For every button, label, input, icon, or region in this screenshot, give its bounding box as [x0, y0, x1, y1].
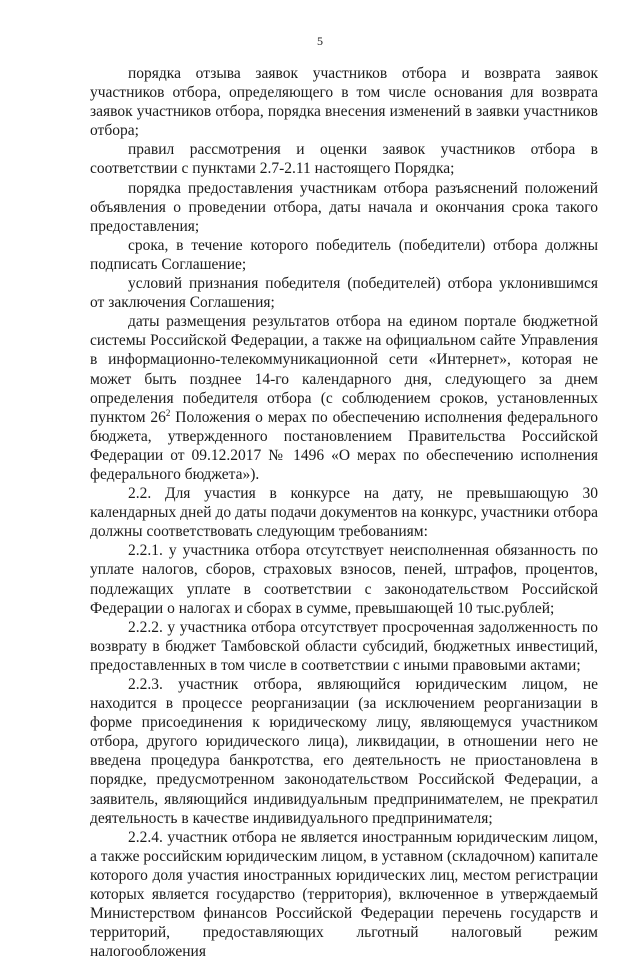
paragraph-signing-deadline: срока, в течение которого победитель (победители) отбора должны подписать Соглашение; — [90, 236, 598, 273]
paragraph-clarification-procedure: порядка предоставления участникам отбора разъяснений положений объявления о проведении отбора, даты начала и окончания срока такого предоставления; — [90, 179, 598, 235]
superscript-2: 2 — [165, 407, 171, 418]
results-publication-text-end: Положения о мерах по обеспечению исполнения федерального бюджета, утвержденного постановлением Правительства Российской Федерации от 09.12.2017 № 1496 «О мерах по обеспечению исполнения федерального бюджета»). — [90, 408, 599, 483]
paragraph-results-publication — [90, 312, 598, 484]
paragraph-2-2-1-tax-arrears: 2.2.1. у участника отбора отсутствует неисполненная обязанность по уплате налогов, сборов, страховых взносов, пеней, штрафов, процентов, подлежащих уплате в соответствии с законодательством Российской Федерации о налогах и сборах в сумме, превышающей 10 тыс.рублей; — [90, 542, 598, 617]
paragraph-2-2-2-overdue-debt: 2.2.2. у участника отбора отсутствует просроченная задолженность по возврату в бюджет Тамбовской области субсидий, бюджетных инвестиций, предоставленных в том числе в соответствии с иными правовыми актами; — [90, 618, 598, 674]
document-body — [90, 64, 598, 961]
paragraph-2-2-3-reorganization: 2.2.3. участник отбора, являющийся юридическим лицом, не находится в процессе реорганизации (за исключением реорганизации в форме присоединения к юридическому лицу, являющемуся участником отбора, другого юридического лица), ликвидации, в отношении него не введена процедура банкротства, его деятельность не приостановлена в порядке, предусмотренном законодательством Российской Федерации, а заявитель, являющийся индивидуальным предпринимателем, не прекратил деятельность в качестве индивидуального предпринимателя; — [90, 676, 598, 827]
paragraph-withdrawal-procedure: порядка отзыва заявок участников отбора и возврата заявок участников отбора, определяющего в том числе основания для возврата заявок участников отбора, порядка внесения изменений в заявки участников отбора; — [90, 65, 598, 140]
paragraph-evasion-conditions: условий признания победителя (победителей) отбора уклонившимся от заключения Соглашения; — [90, 275, 598, 312]
paragraph-review-rules: правил рассмотрения и оценки заявок участников отбора в соответствии с пунктами 2.7-2.11 настоящего Порядка; — [90, 141, 598, 178]
results-publication-text-start: даты размещения результатов отбора на едином портале бюджетной системы Российской Федерации, а также на официальном сайте Управления в информационно-телекоммуникационной сети «Интернет», которая не может быть позднее 14-го календарного дня, следующего за днем определения победителя отбора (с соблюдением сроков, установленных пунктом 26 — [90, 313, 598, 426]
page-number: 5 — [317, 34, 323, 48]
paragraph-2-2-requirements: 2.2. Для участия в конкурсе на дату, не превышающую 30 календарных дней до даты подачи документов на конкурс, участники отбора должны соответствовать следующим требованиям: — [90, 485, 598, 541]
paragraph-2-2-4-foreign-entity: 2.2.4. участник отбора не является иностранным юридическим лицом, а также российским юридическим лицом, в уставном (складочном) капитале которого доля участия иностранных юридических лиц, местом регистрации которых является государство (территория), включенное в утверждаемый Министерством финансов Российской Федерации перечень государств и территорий, предоставляющих льготный налоговый режим налогообложения — [90, 828, 598, 961]
